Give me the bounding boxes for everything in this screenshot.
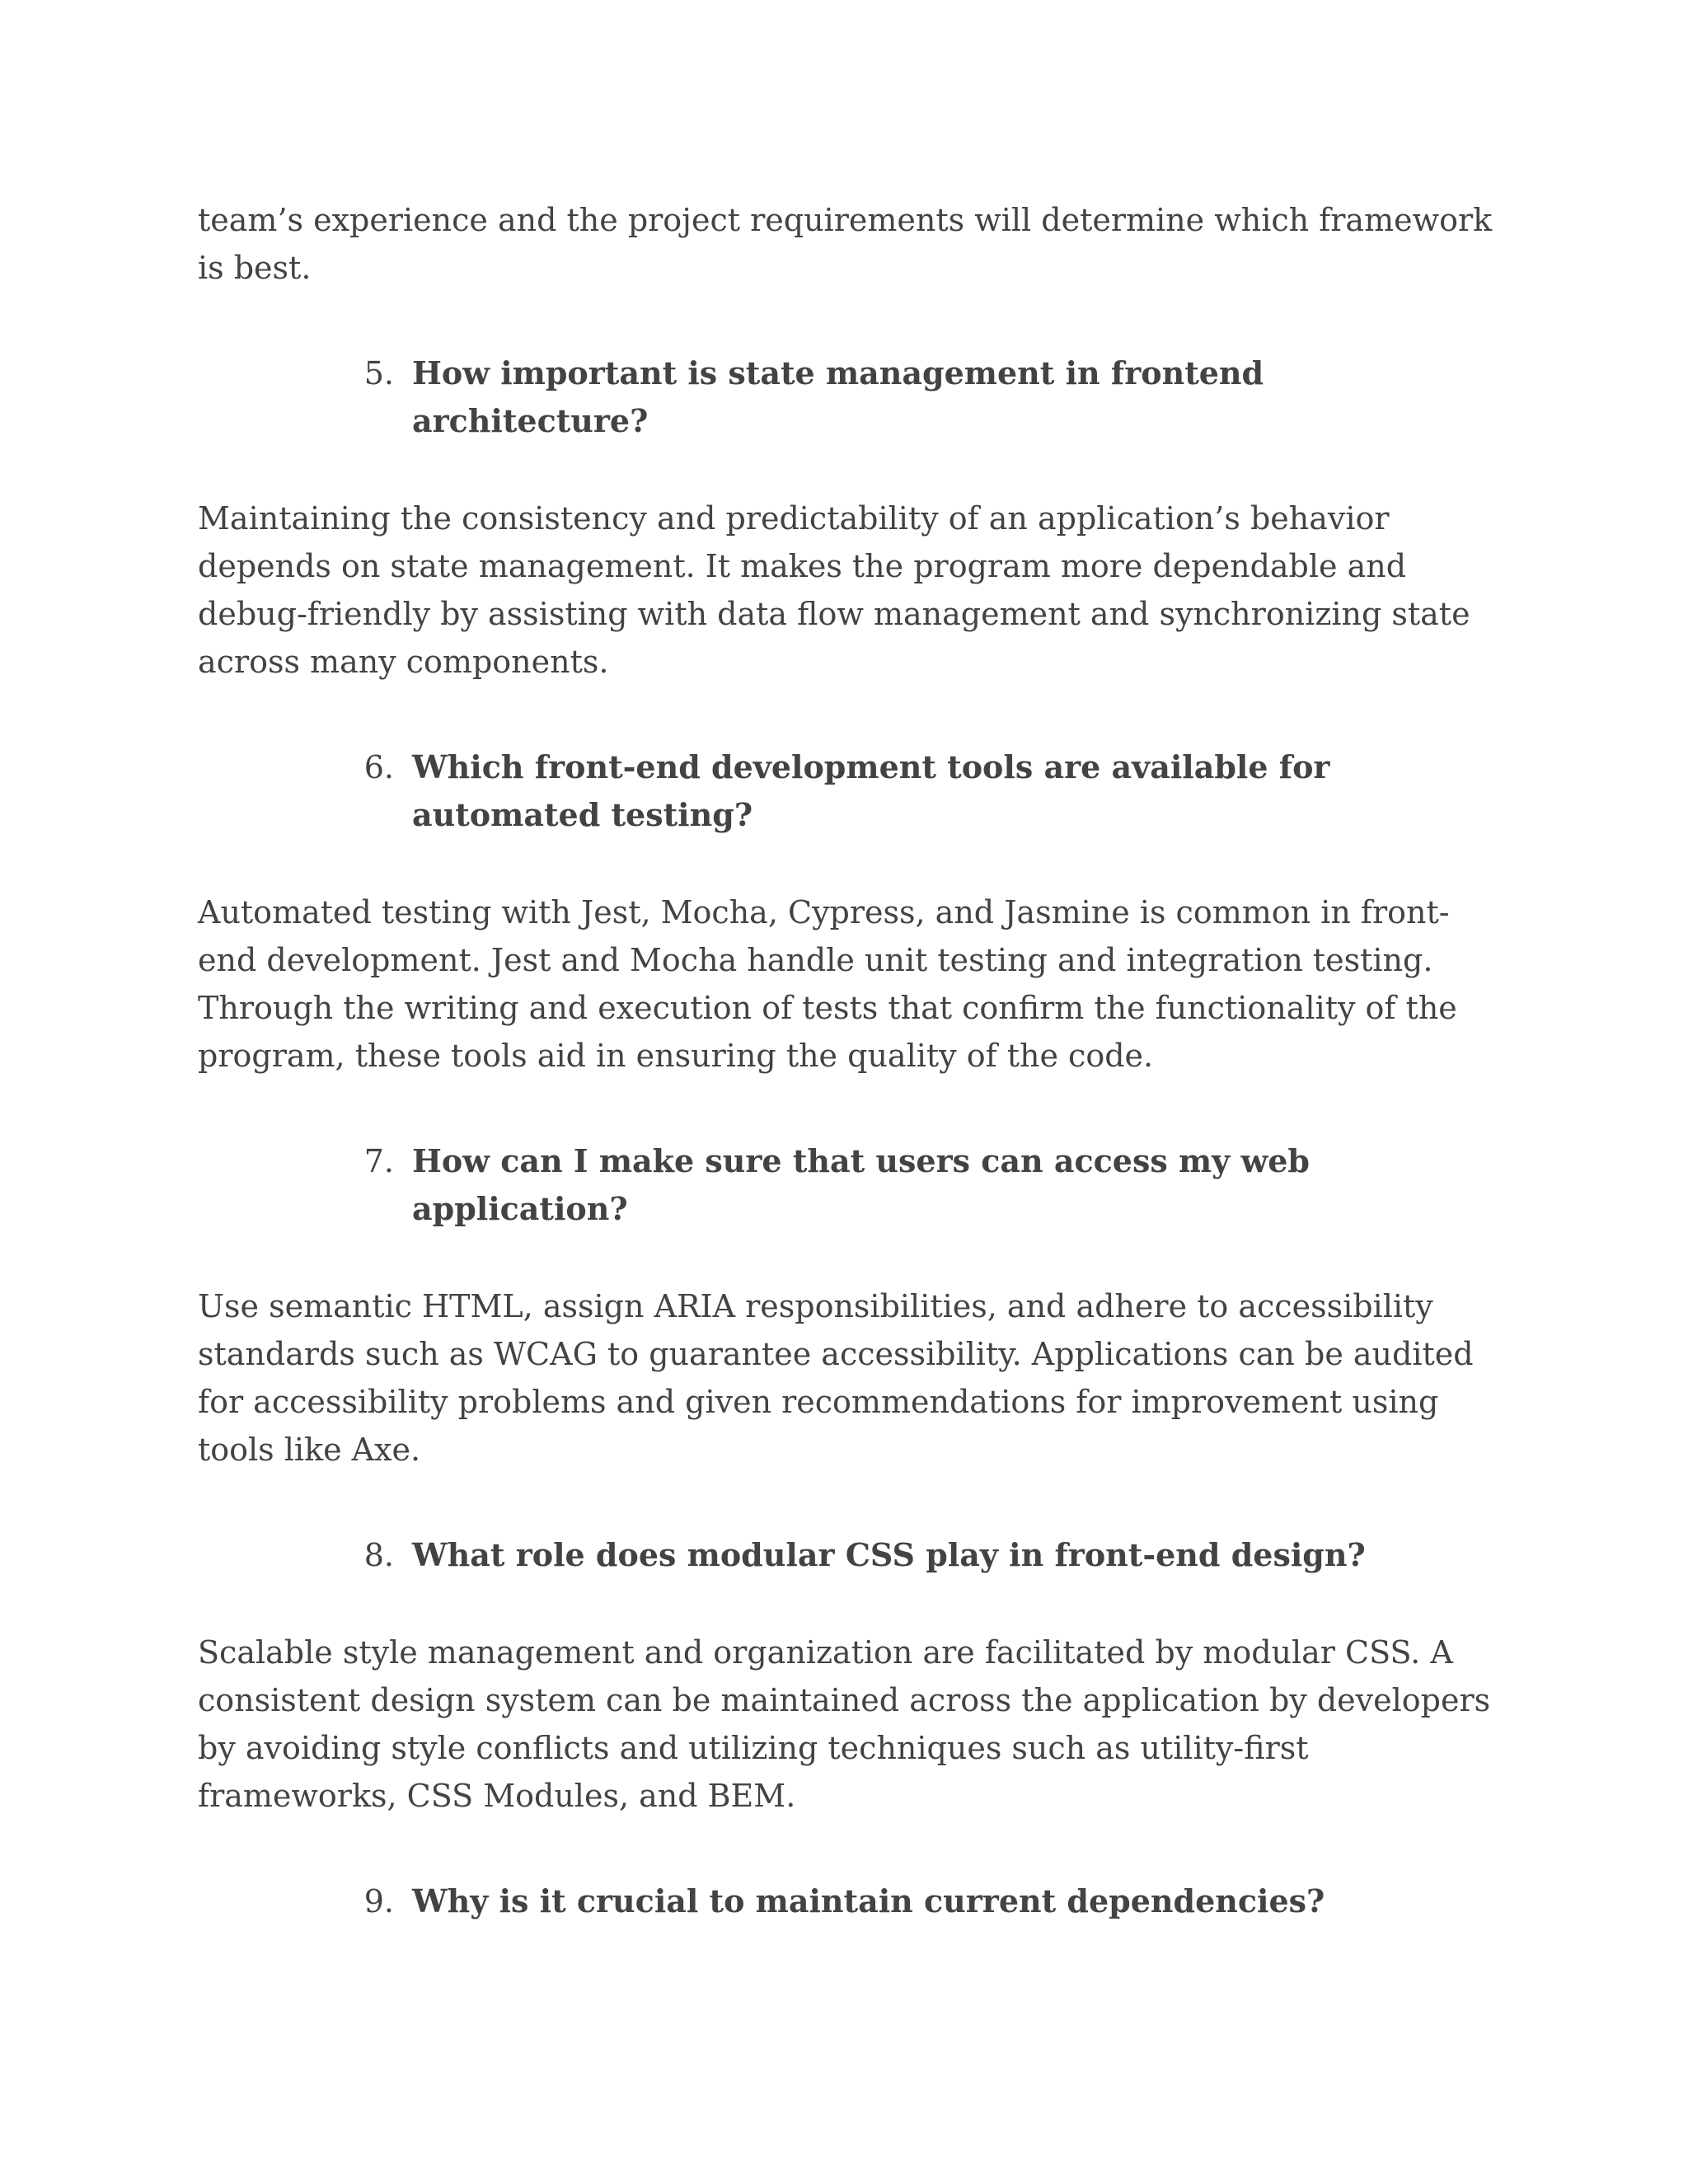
faq-heading-8 [198, 1531, 1500, 1579]
faq-heading-5 [198, 349, 1500, 445]
spacer [198, 445, 1500, 494]
spacer [198, 839, 1500, 888]
faq-question: How can I make sure that users can access my web application? [412, 1142, 1310, 1227]
faq-answer-6: Automated testing with Jest, Mocha, Cypress, and Jasmine is common in front-end development. Jest and Mocha handle unit testing and integration testing. Through the writing and execution of tests that confirm the functionality of the program, these tools aid in ensuring the quality of the code. [198, 894, 1457, 1074]
faq-number: 8. [363, 1537, 394, 1573]
spacer [198, 1233, 1500, 1282]
faq-answer-7: Use semantic HTML, assign ARIA responsibilities, and adhere to accessibility standards such as WCAG to guarantee accessibility. Applications can be audited for accessibility problems and given recommendations for improvement using tools like Axe. [198, 1288, 1474, 1468]
faq-question: How important is state management in frontend architecture? [412, 354, 1264, 439]
spacer [198, 1579, 1500, 1629]
faq-answer-8: Scalable style management and organization are facilitated by modular CSS. A consistent design system can be maintained across the application by developers by avoiding style conflicts and utilizing techniques such as utility-first frameworks, CSS Modules, and BEM. [198, 1634, 1491, 1814]
faq-number: 7. [363, 1143, 394, 1179]
faq-heading-6 [198, 743, 1500, 839]
spacer [198, 686, 1500, 743]
faq-heading-7 [198, 1137, 1500, 1233]
faq-number: 6. [363, 749, 394, 785]
faq-question: What role does modular CSS play in front-end design? [412, 1536, 1366, 1573]
faq-number: 9. [363, 1883, 394, 1919]
faq-answer-5: Maintaining the consistency and predictability of an application’s behavior depends on state management. It makes the program more dependable and debug-friendly by assisting with data flow management and synchronizing state across many components. [198, 500, 1470, 680]
intro-paragraph: team’s experience and the project requirements will determine which framework is best. [198, 202, 1493, 286]
document-page [198, 196, 1500, 1925]
spacer [198, 1474, 1500, 1531]
faq-question: Which front-end development tools are available for automated testing? [412, 748, 1330, 833]
spacer [198, 1080, 1500, 1137]
spacer [198, 1820, 1500, 1877]
spacer [198, 292, 1500, 349]
faq-number: 5. [363, 355, 394, 391]
faq-heading-9 [198, 1877, 1500, 1925]
faq-question: Why is it crucial to maintain current dependencies? [412, 1882, 1325, 1919]
